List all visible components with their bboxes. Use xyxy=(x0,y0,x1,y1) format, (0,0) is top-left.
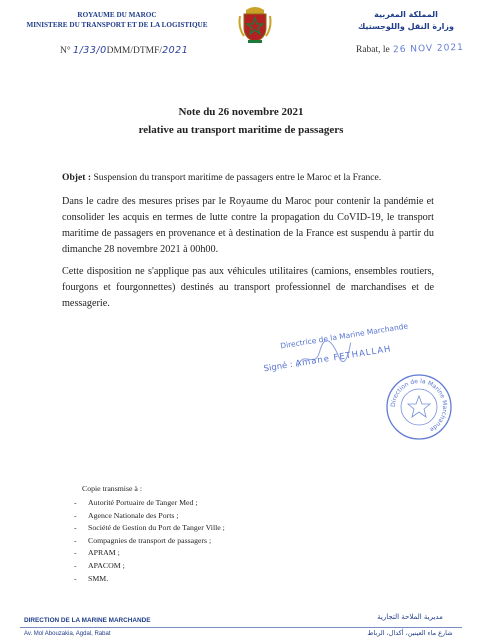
note-subtitle: relative au transport maritime de passagers xyxy=(138,124,344,136)
footer-direction-ar: مديرية الملاحة التجارية xyxy=(377,613,443,621)
list-item: - SMM. xyxy=(74,573,109,583)
kingdom-name-ar: المملكة المغربية xyxy=(374,10,438,19)
body-paragraph-2: Cette disposition ne s'applique pas aux véhicules utilitaires (camions, ensembles routiers, fourgons et fourgonnettes) destinés au transport professionnel de marchandises et de messagerie. xyxy=(62,266,434,309)
reference-handwritten-number: 1/33/0 xyxy=(73,45,107,56)
recipient-list xyxy=(74,497,225,585)
signature-stamp xyxy=(252,321,409,391)
note-title: Note du 26 novembre 2021 xyxy=(178,106,304,118)
reference-number xyxy=(60,45,188,56)
reference-service: DMM/DTMF/ xyxy=(106,46,163,56)
ministry-header-arabic xyxy=(346,9,466,33)
list-item: - APACOM ; xyxy=(74,560,125,570)
ministry-name-fr: MINISTERE DU TRANSPORT ET DE LA LOGISTIQUE xyxy=(26,21,208,29)
subject-line xyxy=(62,172,442,183)
signature-title: Directrice de la Marine Marchande xyxy=(279,321,409,351)
list-item: - APRAM ; xyxy=(74,548,120,558)
body-paragraph-1: Dans le cadre des mesures prises par le Royaume du Maroc pour contenir la pandémie et consolider les acquis en termes de lutte contre la propagation du CoVID-19, le transport maritime de passagers en provenance et à destination de la France est suspendu à partir du dimanche 28 novembre 2021 à 00h00. xyxy=(62,196,434,255)
place-label: Rabat, le xyxy=(356,45,390,55)
copies-label: Copie transmise à : xyxy=(82,484,142,493)
kingdom-name-fr: ROYAUME DU MAROC xyxy=(77,11,157,19)
list-item: - Agence Nationale des Ports ; xyxy=(74,510,179,520)
footer-address-ar: شارع ماء العينين، أكدال، الرباط xyxy=(367,629,453,637)
footer-divider xyxy=(20,627,462,628)
date-stamp: 26 NOV 2021 xyxy=(392,42,465,56)
signed-label: Signé : xyxy=(263,359,294,375)
round-stamp-text: Direction de la Marine Marchande xyxy=(389,377,449,434)
ministry-header-french xyxy=(12,10,222,30)
footer-direction-fr: DIRECTION DE LA MARINE MARCHANDE xyxy=(24,617,151,624)
subject-text: Suspension du transport maritime de passagers entre le Maroc et la France. xyxy=(93,172,382,183)
list-item: - Société de Gestion du Port de Tanger Ville ; xyxy=(74,523,225,533)
list-item: - Compagnies de transport de passagers ; xyxy=(74,535,212,545)
official-round-stamp xyxy=(384,372,454,442)
subject-label: Objet : xyxy=(62,172,92,183)
reference-prefix: N° xyxy=(60,46,71,56)
ministry-name-ar: وزارة النقل واللوجستيك xyxy=(357,22,454,31)
coat-of-arms-icon xyxy=(238,4,272,44)
reference-year: 2021 xyxy=(162,45,189,56)
signatory-name: Amane FETHALLAH xyxy=(294,344,393,370)
footer-address-fr: Av. Mol Abouzakia, Agdal, Rabat xyxy=(24,631,111,637)
list-item: - Autorité Portuaire de Tanger Med ; xyxy=(74,498,198,507)
